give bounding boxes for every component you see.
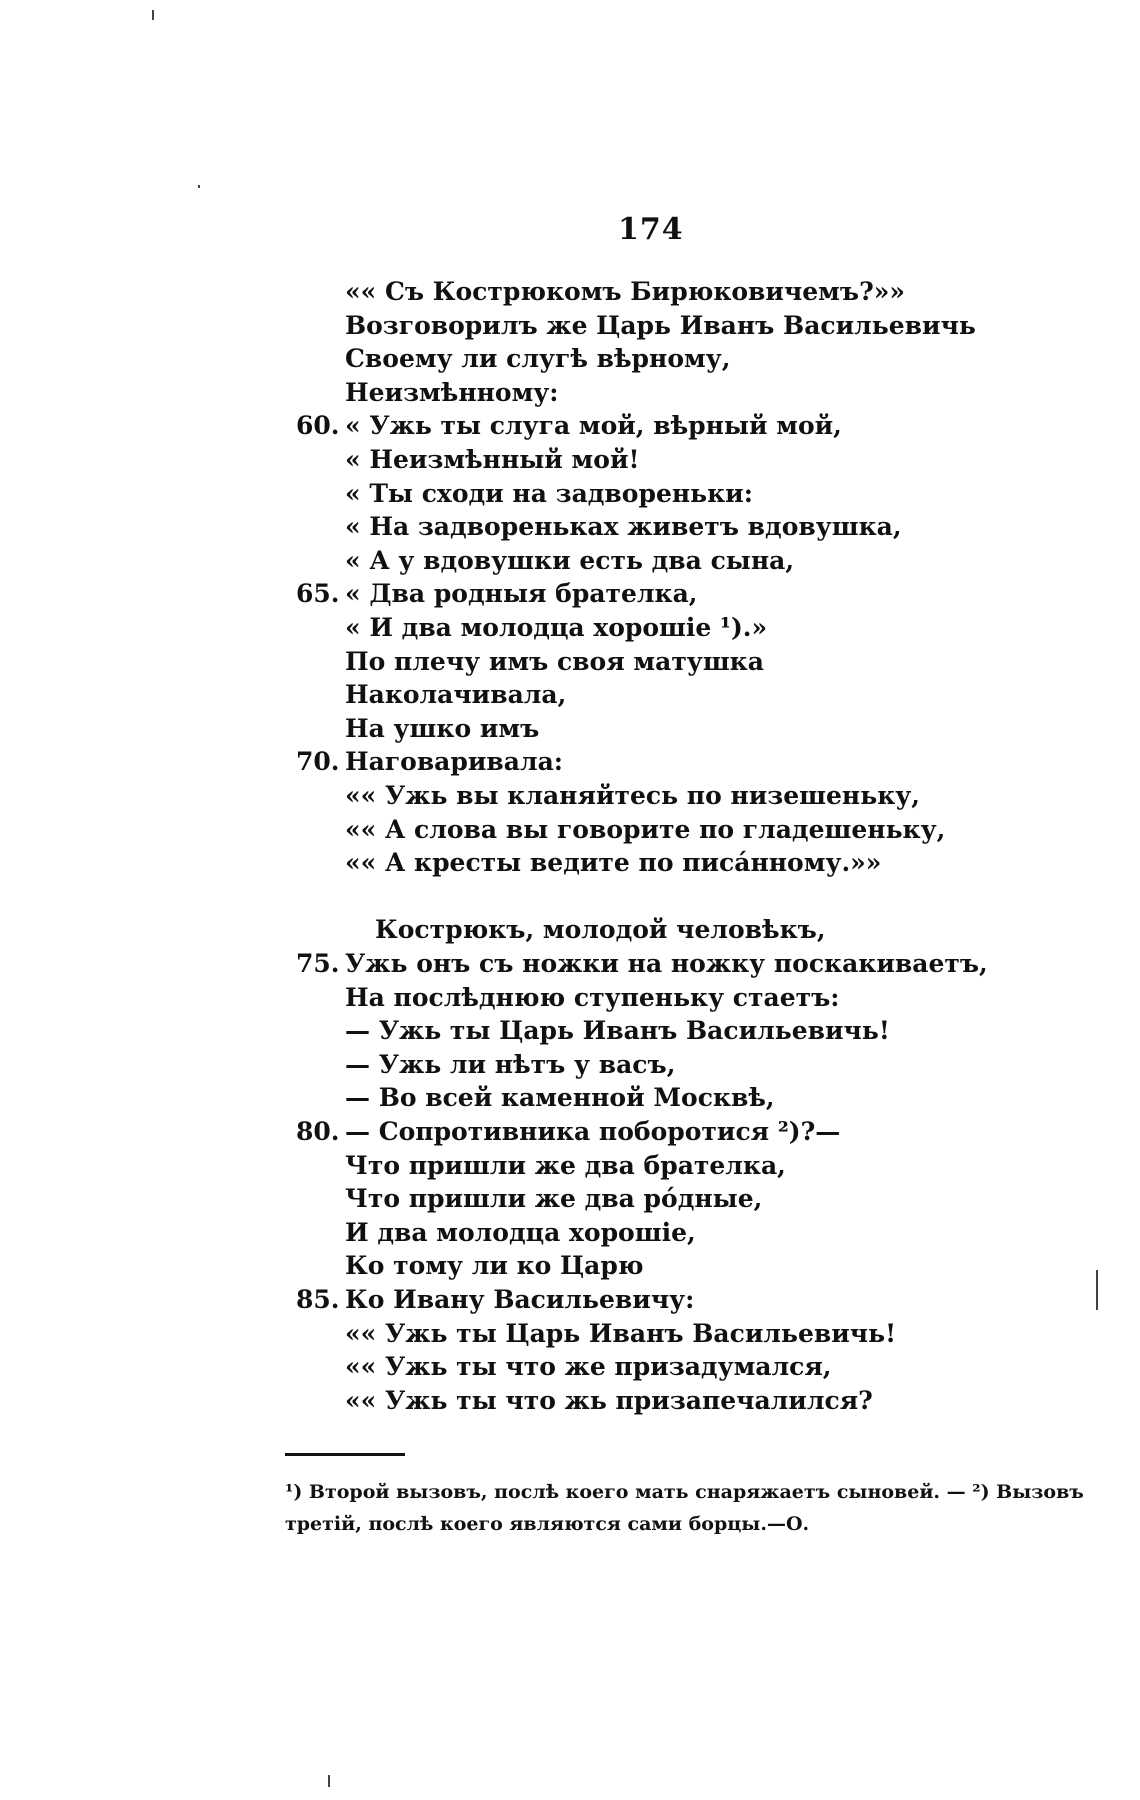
line-text: Неизмѣнному:: [345, 377, 559, 407]
scan-speck: [152, 10, 154, 20]
poem-line: [0, 1048, 1000, 1082]
footnote-line-1: ¹) Второй вызовъ, послѣ коего мать снаряжаетъ сыновей. — ²) Вызовъ: [285, 1481, 1084, 1503]
scan-speck: [1096, 1270, 1098, 1310]
scan-speck: [198, 185, 200, 188]
line-text: — Ужь ты Царь Иванъ Васильевичь!: [345, 1016, 890, 1046]
line-text: — Ужь ли нѣтъ у васъ,: [345, 1049, 676, 1079]
poem-line: [0, 1283, 1000, 1317]
poem-line: [0, 1182, 1000, 1216]
line-text: « Ужь ты слуга мой, вѣрный мой,: [345, 411, 842, 441]
line-text: Возговорилъ же Царь Иванъ Васильевичь: [345, 310, 976, 340]
poem-line: [0, 913, 1000, 947]
poem-line: [0, 309, 1000, 343]
line-text: «« Ужь ты что же призадумался,: [345, 1352, 832, 1382]
line-text: « Два родныя брателка,: [345, 579, 698, 609]
poem-line: [0, 981, 1000, 1015]
page-number: 174: [618, 212, 684, 247]
poem-line: [0, 376, 1000, 410]
poem-line: [0, 409, 1000, 443]
line-text: Что пришли же два брателка,: [345, 1150, 786, 1180]
poem-line: [0, 275, 1000, 309]
line-text: Своему ли слугѣ вѣрному,: [345, 344, 731, 374]
poem-line: [0, 577, 1000, 611]
line-text: На послѣднюю ступеньку стаетъ:: [345, 982, 840, 1012]
poem-line: [0, 846, 1000, 880]
line-number: 70.: [296, 747, 340, 777]
line-text: « Ты сходи на задвореньки:: [345, 478, 753, 508]
line-text: « И два молодца хорошіе ¹).»: [345, 613, 768, 642]
line-text: «« А кресты ведите по писáнному.»»: [345, 848, 882, 878]
poem-line: [0, 611, 1000, 645]
poem-line: [0, 1149, 1000, 1183]
line-number: 85.: [296, 1285, 340, 1314]
poem-line: [0, 544, 1000, 578]
poem-line: [0, 678, 1000, 712]
scan-speck: [328, 1775, 330, 1787]
poem-line: [0, 880, 1000, 914]
poem-line: [0, 1350, 1000, 1384]
line-number: 80.: [296, 1117, 340, 1146]
line-text: Кострюкъ, молодой человѣкъ,: [375, 915, 826, 945]
poem-line: [0, 1317, 1000, 1351]
poem-line: [0, 1384, 1000, 1418]
poem-line: [0, 947, 1000, 981]
line-number: 60.: [296, 411, 340, 441]
line-text: «« Ужь ты что жь призапечалился?: [345, 1385, 873, 1415]
line-text: Ко тому ли ко Царю: [345, 1251, 644, 1281]
poem-line: [0, 1081, 1000, 1115]
poem-line: [0, 1014, 1000, 1048]
line-text: « А у вдовушки есть два сына,: [345, 545, 795, 575]
line-text: «« А слова вы говорите по гладешеньку,: [345, 814, 946, 844]
poem-line: [0, 645, 1000, 679]
poem-line: [0, 813, 1000, 847]
line-text: Ужь онъ съ ножки на ножку поскакиваетъ,: [345, 949, 988, 978]
poem-line: [0, 1115, 1000, 1149]
line-text: На ушко имъ: [345, 713, 540, 743]
poem-line: [0, 510, 1000, 544]
line-text: Что пришли же два рóдные,: [345, 1184, 763, 1214]
line-text: Ко Ивану Васильевичу:: [345, 1285, 695, 1314]
footnote: [285, 1476, 1084, 1540]
line-text: « На задвореньках живетъ вдовушка,: [345, 512, 902, 542]
line-text: «« Ужь ты Царь Иванъ Васильевичь!: [345, 1318, 897, 1348]
line-text: По плечу имъ своя матушка: [345, 646, 764, 676]
line-text: Наговаривала:: [345, 747, 564, 777]
poem-line: [0, 745, 1000, 779]
line-text: « Неизмѣнный мой!: [345, 445, 640, 474]
line-text: И два молодца хорошіе,: [345, 1217, 696, 1247]
line-number: 75.: [296, 949, 340, 978]
line-text: — Во всей каменной Москвѣ,: [345, 1083, 775, 1113]
poem-line: [0, 712, 1000, 746]
footnote-line-2: третій, послѣ коего являются сами борцы.—О.: [285, 1513, 810, 1535]
line-text: Наколачивала,: [345, 680, 567, 710]
poem-line: [0, 443, 1000, 477]
line-text: — Сопротивника поборотися ²)?—: [345, 1117, 841, 1146]
poem-line: [0, 342, 1000, 376]
line-text: «« Ужь вы кланяйтесь по низешеньку,: [345, 781, 920, 810]
poem-line: [0, 1216, 1000, 1250]
line-number: 65.: [296, 579, 340, 609]
poem-line: [0, 1249, 1000, 1283]
footnote-rule: [285, 1453, 405, 1456]
line-text: «« Съ Кострюкомъ Бирюковичемъ?»»: [345, 277, 905, 306]
poem-line: [0, 779, 1000, 813]
poem-line: [0, 477, 1000, 511]
